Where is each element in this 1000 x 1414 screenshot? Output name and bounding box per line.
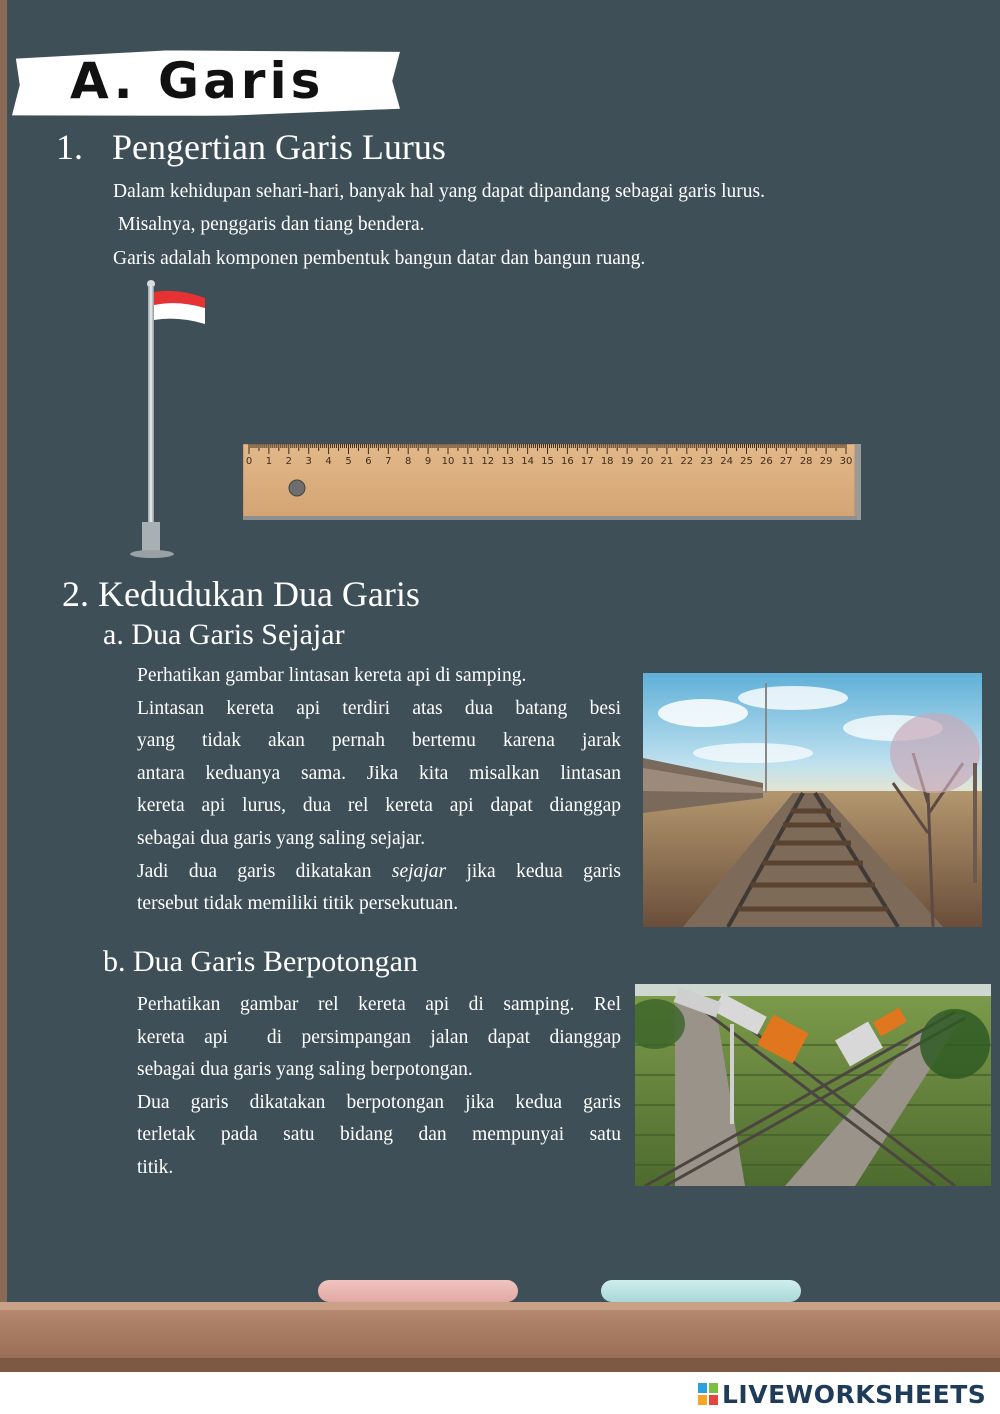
ruler-number: 25 bbox=[740, 456, 753, 467]
ruler-number: 19 bbox=[620, 456, 634, 467]
ruler-number: 16 bbox=[561, 456, 574, 467]
ruler-number: 23 bbox=[700, 456, 714, 467]
ruler-number: 9 bbox=[424, 456, 432, 467]
heading-2b: b. Dua Garis Berpotongan bbox=[103, 945, 418, 978]
section-title: A. Garis bbox=[70, 52, 325, 110]
part2a-line: kereta api lurus, dua rel kereta api dapat dianggap bbox=[137, 795, 621, 817]
ruler-number: 28 bbox=[799, 456, 813, 467]
ruler-number: 15 bbox=[541, 456, 554, 467]
ruler-number: 20 bbox=[640, 456, 654, 467]
ruler-illustration bbox=[243, 444, 861, 520]
term-sejajar: sejajar bbox=[391, 860, 447, 882]
part2a-line: sebagai dua garis yang saling sejajar. bbox=[137, 827, 426, 849]
ruler-number: 21 bbox=[660, 456, 674, 467]
ruler-number: 1 bbox=[265, 456, 273, 467]
ruler-number: 18 bbox=[600, 456, 614, 467]
ruler-number: 26 bbox=[760, 456, 773, 467]
part2b-line: kereta api di persimpangan jalan dapat dianggap bbox=[137, 1026, 621, 1048]
heading-2: 2. Kedudukan Dua Garis bbox=[62, 574, 420, 614]
part2a-line: antara keduanya sama. Jika kita misalkan lintasan bbox=[137, 762, 621, 784]
ruler-number: 6 bbox=[365, 456, 372, 467]
ruler-number: 2 bbox=[285, 456, 292, 467]
ruler-number: 13 bbox=[501, 456, 515, 467]
heading-1-number: 1. bbox=[56, 127, 83, 167]
footer-logo bbox=[698, 1380, 986, 1409]
ruler-number: 0 bbox=[245, 456, 253, 467]
flag-white bbox=[154, 303, 205, 324]
pink-chalk bbox=[318, 1280, 518, 1302]
ruler-number: 27 bbox=[779, 456, 793, 467]
part1-line1: Dalam kehidupan sehari-hari, banyak hal yang dapat dipandang sebagai garis lurus. bbox=[113, 181, 765, 202]
chalk-ledge-shadow bbox=[0, 1358, 1000, 1372]
part1-line3: Garis adalah komponen pembentuk bangun datar dan bangun ruang. bbox=[113, 248, 646, 269]
ruler-number: 22 bbox=[680, 456, 694, 467]
part2a-line: yang tidak akan pernah bertemu karena jarak bbox=[137, 730, 621, 752]
ruler-number: 17 bbox=[580, 456, 594, 467]
heading-1 bbox=[56, 126, 446, 168]
parallel-rails-photo bbox=[643, 673, 982, 927]
ruler-hole bbox=[289, 480, 305, 496]
part2a-paragraph bbox=[137, 660, 621, 921]
flagpole-illustration bbox=[128, 278, 218, 563]
ruler-number: 7 bbox=[385, 456, 392, 467]
part2a-line: Perhatikan gambar lintasan kereta api di samping. bbox=[137, 665, 527, 686]
heading-2a: a. Dua Garis Sejajar bbox=[103, 618, 345, 651]
ruler-number: 8 bbox=[405, 456, 412, 467]
ruler-number: 30 bbox=[839, 456, 853, 467]
part2b-line: Dua garis dikatakan berpotongan jika kedua garis bbox=[137, 1091, 621, 1113]
ruler-number: 11 bbox=[461, 456, 475, 467]
ruler-number: 24 bbox=[720, 456, 733, 467]
ruler-number: 29 bbox=[819, 456, 833, 467]
ruler-number: 3 bbox=[305, 456, 312, 467]
ruler-number: 10 bbox=[441, 456, 455, 467]
liveworksheets-icon bbox=[698, 1382, 718, 1404]
part2a-line: tersebut tidak memiliki titik persekutuan. bbox=[137, 893, 459, 915]
chalk-ledge-edge bbox=[0, 1302, 1000, 1310]
cyan-chalk bbox=[601, 1280, 801, 1302]
ruler-number: 5 bbox=[345, 456, 352, 467]
part2a-line: Lintasan kereta api terdiri atas dua batang besi bbox=[137, 697, 621, 719]
ruler-number: 4 bbox=[325, 456, 332, 467]
intersecting-rails-photo bbox=[635, 984, 991, 1186]
part2b-paragraph bbox=[137, 989, 621, 1185]
ruler-number: 14 bbox=[521, 456, 534, 467]
part2b-line: Perhatikan gambar rel kereta api di samping. Rel bbox=[137, 994, 621, 1015]
pole bbox=[148, 286, 154, 526]
part2b-line: terletak pada satu bidang dan mempunyai satu bbox=[137, 1124, 621, 1146]
ruler-number: 12 bbox=[481, 456, 495, 467]
heading-1-text: Pengertian Garis Lurus bbox=[112, 127, 446, 167]
part1-line2: Misalnya, penggaris dan tiang bendera. bbox=[118, 214, 425, 235]
footer-brand: LIVEWORKSHEETS bbox=[722, 1380, 987, 1409]
part2a-definition: Jadi dua garis dikatakan sejajar jika kedua garis bbox=[137, 860, 621, 882]
part2b-line: sebagai dua garis yang saling berpotongan. bbox=[137, 1059, 473, 1081]
pole-base bbox=[142, 522, 160, 552]
part2b-line: titik. bbox=[137, 1156, 174, 1178]
pole-foot bbox=[130, 550, 174, 558]
